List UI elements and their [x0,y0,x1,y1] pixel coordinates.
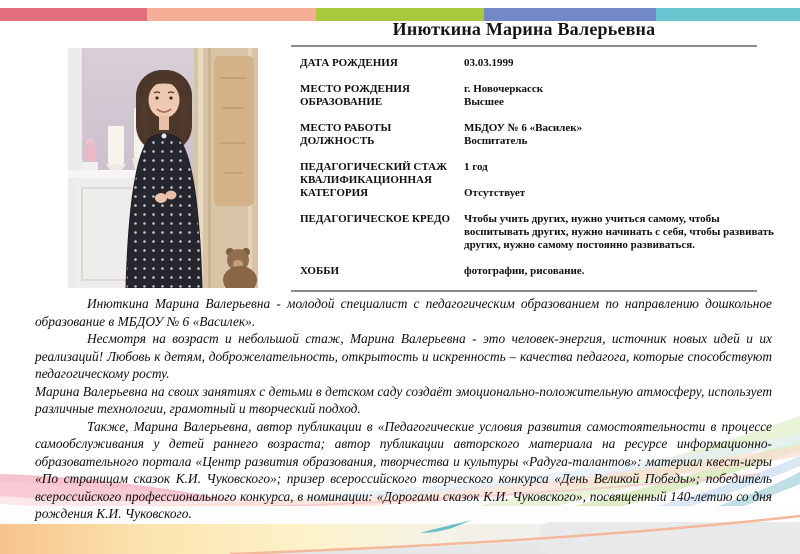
page-title: Инюткина Марина Валерьевна [392,19,656,39]
info-label: МЕСТО РАБОТЫ [300,122,392,134]
info-value: Отсутствует [464,187,526,199]
bio-paragraph: Несмотря на возраст и небольшой стаж, Марина Валерьевна - это человек-энергия, источник новых идей и их реализаций! Любовь к детям, доброжелательность, открытость и искренность – качества педагога, которые способствуют педагогическому росту. [35,331,772,381]
info-label: ПЕДАГОГИЧЕСКОЕ КРЕДО [300,213,451,225]
info-label: МЕСТО РОЖДЕНИЯ [300,83,410,95]
bio-text [35,295,772,523]
title-divider [291,45,757,47]
info-row [300,122,778,135]
bio-paragraph: Также, Марина Валерьевна, автор публикации в «Педагогические условия развития самостоятельности в процессе самообслуживания у детей раннего возраста; автор публикации авторского материала на ресурсе информационно-образовательного портала «Центр развития образования, творчества и культуры «Радуга-талантов»: материал квест-игры «По страницам сказок К.И. Чуковского»; призер всероссийского творческого конкурса «День Великой Победы»; победитель всероссийского профессионального конкурса, в номинации: «Дорогами сказок К.И. Чуковского», посвященный 140-летию со дня рождения К.И. Чуковского. [35,418,772,521]
photo-illustration [68,48,258,288]
info-label: КВАЛИФИКАЦИОННАЯ КАТЕГОРИЯ [300,174,432,199]
profile-photo [68,48,258,288]
info-label: ХОББИ [300,265,340,277]
info-row [300,96,778,109]
info-label: ДОЛЖНОСТЬ [300,135,375,147]
info-label: ПЕДАГОГИЧЕСКИЙ СТАЖ [300,161,447,173]
info-table [300,57,778,278]
info-label: ОБРАЗОВАНИЕ [300,96,383,108]
info-value: Воспитатель [464,135,528,147]
top-bar-segment-pink [0,8,147,21]
info-value: г. Новочеркасск [464,83,544,95]
info-row [300,135,778,148]
info-value: фотографии, рисование. [464,265,585,277]
info-row [300,174,778,200]
info-row [300,265,778,278]
info-label: ДАТА РОЖДЕНИЯ [300,57,398,69]
info-value: Высшее [464,96,504,108]
info-value: МБДОУ № 6 «Василек» [464,122,583,134]
info-value: 03.03.1999 [464,57,514,69]
bio-paragraph: Марина Валерьевна на своих занятиях с детьми в детском саду создаёт эмоционально-положительную атмосферу, использует различные технологии, грамотный и творческий подход. [35,383,772,416]
info-row [300,161,778,174]
info-row [300,213,778,252]
bio-paragraph: Инюткина Марина Валерьевна - молодой специалист с педагогическим образованием по направлению дошкольное образование в МБДОУ № 6 «Василек». [35,296,772,329]
info-row [300,83,778,96]
info-value: 1 год [464,161,488,173]
section-divider [291,290,757,292]
info-value: Чтобы учить других, нужно учиться самому, чтобы воспитывать других, нужно начинать с себя, чтобы развивать других, нужно самому постоянно развиваться. [464,213,774,251]
info-row [300,57,778,70]
